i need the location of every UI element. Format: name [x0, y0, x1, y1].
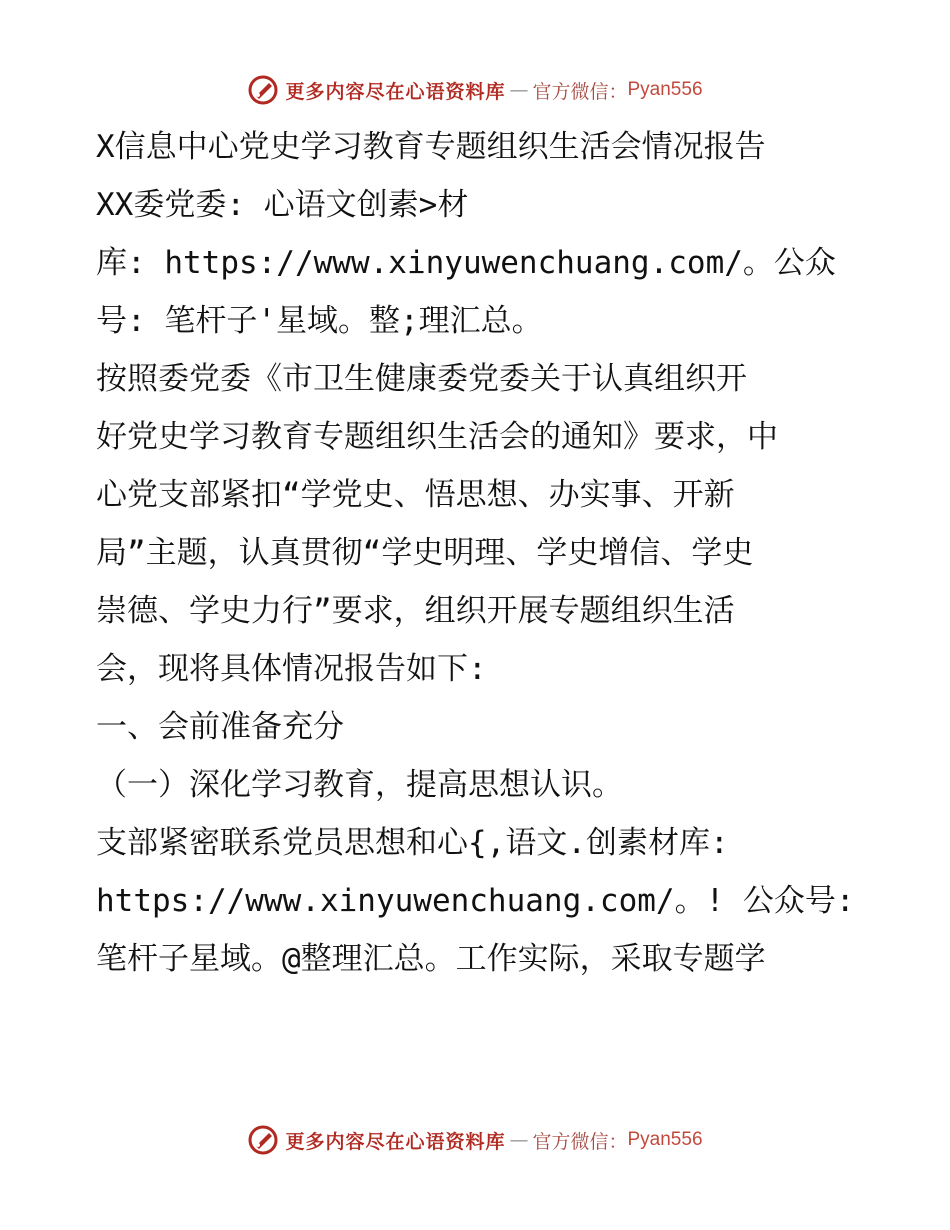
section-heading: 一、会前准备充分 — [96, 709, 344, 745]
subsection-heading: （一）深化学习教育，提高思想认识。 — [96, 767, 623, 803]
watermark-wechat-label: 官方微信： — [532, 1130, 628, 1153]
header-watermark — [0, 70, 950, 110]
text-line: https://www.xinyuwenchuang.com/。! 公众号: — [96, 883, 855, 919]
watermark-wechat-label: 官方微信： — [532, 80, 628, 103]
footer-watermark — [0, 1120, 950, 1160]
text-line: XX委党委: 心语文创素>材 — [96, 187, 469, 223]
text-line: 库: https://www.xinyuwenchuang.com/。公众 — [96, 245, 836, 281]
text-line: 号: 笔杆子'星域。整;理汇总。 — [96, 303, 543, 339]
text-line: 会，现将具体情况报告如下: — [96, 651, 487, 687]
text-line: 心党支部紧扣“学党史、悟思想、办实事、开新 — [96, 477, 735, 513]
watermark-dash: — — [509, 1129, 529, 1151]
watermark-main-text: 更多内容尽在心语资料库 — [285, 1130, 506, 1153]
watermark-dash: — — [509, 79, 529, 101]
text-line: 局”主题，认真贯彻“学史明理、学史增信、学史 — [96, 535, 754, 571]
text-line: 支部紧密联系党员思想和心{,语文.创素材库: — [96, 825, 729, 861]
watermark-wechat-id: Pyan556 — [627, 1129, 703, 1150]
text-line: 笔杆子星域。@整理汇总。工作实际，采取专题学 — [96, 941, 766, 977]
document-body — [96, 118, 856, 988]
text-line: 好党史学习教育专题组织生活会的通知》要求，中 — [96, 419, 778, 455]
text-line: 崇德、学史力行”要求，组织开展专题组织生活 — [96, 593, 735, 629]
watermark-main-text: 更多内容尽在心语资料库 — [285, 80, 506, 103]
text-line: 按照委党委《市卫生健康委党委关于认真组织开 — [96, 361, 747, 397]
watermark-wechat-id: Pyan556 — [627, 79, 703, 100]
pen-logo-icon — [247, 74, 279, 106]
pen-logo-icon — [247, 1124, 279, 1156]
document-title: X信息中心党史学习教育专题组织生活会情况报告 — [96, 129, 766, 165]
